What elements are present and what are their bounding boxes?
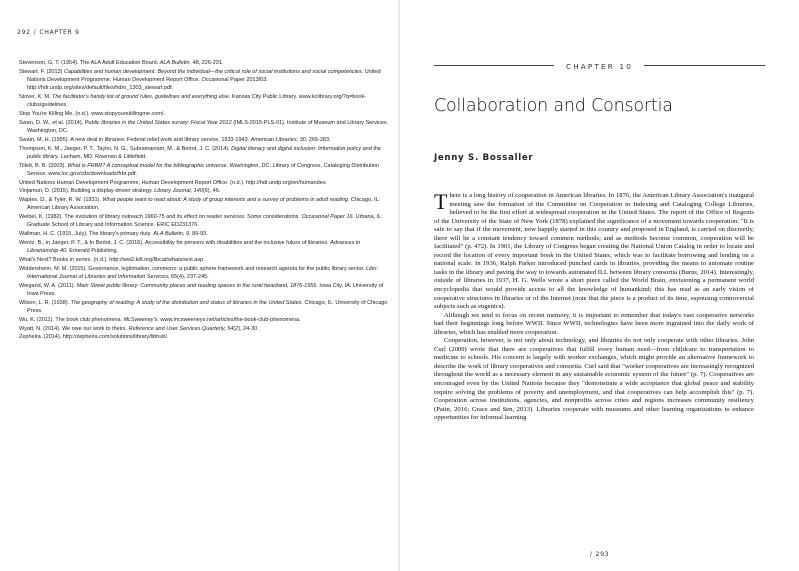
reference-pre-text: Wiegand, W. A. (2011). — [19, 282, 77, 289]
reference-pre-text: Stewart, F. (2013) — [19, 68, 64, 75]
reference-post-text: Chicago, IL: University of Chicago Press. — [27, 299, 388, 314]
reference-entry — [19, 145, 389, 161]
reference-pre-text: Wallman, H. C. (1915, July). The library's primary duty. — [19, 231, 154, 238]
left-page-number: 292 — [17, 29, 31, 36]
reference-pre-text: Vinjamuri, D. (2015). Building a display-driven strategy. — [19, 188, 155, 195]
reference-pre-text: Waples, D., & Tyler, R. W. (1931). — [19, 197, 103, 204]
reference-post-text: Urbana, IL: Graduate School of Library and Information Science. ERIC ED231376. — [27, 214, 383, 229]
reference-it-text: Advances in Librarianship 40. — [27, 239, 361, 255]
reference-entry — [19, 265, 389, 281]
reference-it-text: Occasional Paper 16. — [301, 214, 355, 221]
reference-entry — [19, 256, 389, 264]
chapter-rule-right — [644, 65, 765, 66]
reference-it-text: Main Street public library: Community places and reading spaces in the rural heartland, 1876-1956. — [76, 282, 318, 289]
reference-entry — [19, 230, 389, 238]
reference-pre-text: What's Next? Books in series. (n.d.). http://ww2.kdl.org/libcat/whatsnext.asp. — [19, 256, 205, 263]
reference-entry — [19, 213, 389, 229]
chapter-author: Jenny S. Bossaller — [434, 153, 534, 163]
chapter-label: CHAPTER 10 — [565, 62, 634, 71]
chapter-body — [434, 189, 754, 423]
reference-pre-text: United Nations Human Development Programme, Human Development Report Office. (n.d.). http://hdr.undp.org/en/humandev. — [19, 179, 327, 186]
reference-entry — [19, 333, 389, 341]
reference-pre-text: Wilson, L. R. (1938). — [19, 299, 71, 306]
reference-pre-text: Thompson, K. M., Jaeger, P. T., Taylor, N. G., Subramaniam, M., & Bertot, J. C. (2014). — [19, 145, 232, 152]
reference-entry — [19, 179, 389, 187]
reference-pre-text: Stover, K. M. — [19, 94, 53, 100]
reference-it-text: McSweeney's. — [123, 316, 159, 323]
reference-post-text: Lanham, MD: Rowman & Littlefield. — [59, 153, 147, 160]
reference-post-text: , 89-93. — [189, 231, 208, 238]
reference-post-text: 65(4), 237-245. — [169, 273, 209, 280]
reference-pre-text: Swan, D. W., et al. (2014). — [19, 119, 85, 126]
reference-pre-text: Wentz, B., in Jaeger, P. T., & In Bertot, J. C. (2015). Accessibility for persons with disabilities and the inclusive future of libraries. — [19, 239, 331, 246]
reference-pre-text: Widdersheim, M. M. (2015). Governance, legitimation, commons: a public sphere framework and research agenda for the public library sector. — [19, 265, 366, 272]
body-paragraph-1 — [434, 189, 754, 312]
folio-separator: / — [589, 551, 593, 558]
reference-it-text: Public libraries in the United States survey: Fiscal Year 2012 — [84, 119, 232, 126]
reference-it-text: ALA Bulletin, 9 — [153, 231, 190, 238]
right-page-number: 293 — [595, 551, 610, 558]
reference-entry — [19, 316, 389, 324]
reference-pre-text: Swain, M. H. (1995). A new deal in libraries: Federal relief work and library service, 1933-1943. — [19, 136, 251, 143]
reference-it-text: What people want to read about: A study of group interests and a survey of problems in adult reading. — [102, 197, 350, 204]
reference-it-text: ALA Bulletin, 48 — [159, 60, 199, 66]
reference-list — [19, 59, 389, 342]
drop-cap: T — [434, 189, 448, 214]
reference-entry — [19, 162, 389, 178]
reference-entry — [19, 119, 389, 135]
reference-it-text: Digital literacy and digital inclusion: Information policy and the public library. — [27, 145, 381, 160]
body-paragraph-2: Although we tend to focus on recent memory, it is important to remember that today's vast cooperative networks had their beginnings long before WWII. Since WWII, technologies have been more ingrained into the daily work of libraries, which has enabled more cooperation. — [434, 311, 754, 336]
reference-it-text: American Libraries, 30 — [250, 136, 306, 143]
reference-post-text: Iowa City, IA: University of Iowa Press. — [27, 282, 384, 297]
reference-entry — [19, 239, 389, 255]
left-page — [0, 0, 398, 571]
reference-entry — [19, 93, 389, 109]
body-paragraph-3: Cooperation, however, is not only about technology, and libraries do not only cooperate with other libraries. John Curl (2009) wrote that there are cooperatives that fulfill every human need—from childcare to transportation to medicine to schools. His concern is largely with worker exchanges, which might provide an alternative framework to describe the work of library cooperatives and consortia. Curl said that "worker cooperatives are increasingly recognized throughout the world as a necessary element in any sustainable economic system of the future" (p. 7). Cooperatives are encouraged even by the United Nations because they "demonstrate a wide acceptance that global peace and stability require solving the problems of poverty and unemployment, and that cooperatives can help accomplish this" (p. 7). Cooperation across institutions, agencies, and nonprofits across cities and regions increases community resiliency (Patin, 2016; Grace and Sen, 2013). Libraries cooperate with museums and other learning organizations to enhance opportunities for informal learning — [434, 337, 754, 422]
reference-post-text: (2), 24-30. — [233, 325, 259, 332]
folio — [400, 551, 799, 558]
reference-post-text: , 265-283. — [305, 136, 331, 143]
reference-pre-text: Stevenson, G. T. (1954). The ALA Adult Education Board. — [19, 60, 160, 66]
reference-it-text: Reference and User Services Quarterly, 54 — [128, 325, 234, 332]
reference-post-text: Emerald Publishing. — [67, 248, 119, 255]
reference-entry — [19, 196, 389, 212]
reference-pre-text: Tillett, B. B. (2003). — [19, 162, 68, 169]
chapter-title: Collaboration and Consortia — [434, 96, 673, 116]
reference-entry — [19, 110, 389, 118]
body-paragraph-1-text: here is a long history of cooperation in American libraries. In 1876, the American Library Association's inaugural meeting saw the formation of the Committee on Cooperation in Indexing and Cataloging College Libraries, believed to be the first effort at widespread cooperation in the United States. The report of the Office of Regents of the University of the State of New York (1878) explained the significance of a movement towards cooperation: "It is safe to say that if the movement, now happily started in this country and proposed in England, is carried on discreetly, there will be a constant tendency toward common methods; and as methods become common, cooperation will be facilitated" (p. 472). In 1901, the Library of Congress began creating the National Union Catalog in order to locate and record the location of every important book in the United States, which was to facilitate borrowing and lending on a national scale. In 1936, Ralph Parker introduced punched cards in libraries, providing the means to automate routine tasks in the library and paving the way to towards automated ILL between library consortia (Burns, 2014). Interestingly, outside of libraries in 1937, H. G. Wells wrote a short piece called the World Brain, envisioning a permanent world encyclopedia that would provide access to all the knowledge of humankind; this has read as an early vision of cooperative structures in libraries or of the Internet (note that the piece is a product of its time, espousing controversial subjects such as eugenics). — [434, 192, 754, 311]
reference-post-text: United Nations Development Programme. Human Development Report Office. Occasional Paper 2013/03. http://hdr.undp.org/sites/default/files/hdro_1303_stewart.pdf. — [27, 68, 381, 92]
reference-post-text: , 226-231. — [198, 60, 224, 66]
reference-it-text: The facilitator's handy list of ground rules, guidelines and everything else. — [52, 94, 231, 100]
reference-entry — [19, 68, 389, 93]
reference-entry — [19, 282, 389, 298]
reference-it-text: The geography of reading: A study of the distribution and status of libraries in the United States. — [70, 299, 303, 306]
running-head-separator: / — [33, 29, 37, 36]
reference-entry — [19, 299, 389, 315]
reference-pre-text: Wyatt, N. (2014). We owe our work to theirs. — [19, 325, 129, 332]
reference-post-text: Washington, DC: Library of Congress, Cataloging Distribution Service. www.loc.gov/cds/downloads/frbr.pdf. — [27, 162, 379, 177]
reference-it-text: Library Journal, 140 — [154, 188, 203, 195]
reference-post-text: (6), 46. — [202, 188, 221, 195]
reference-post-text: Kansas City Public Library. www.kclibrary.org/?q=book-clubs/guidelines. — [27, 94, 367, 109]
running-head-chapter: CHAPTER 9 — [39, 29, 80, 36]
reference-pre-text: Wu, K. (2011). The book club phenomena. — [19, 316, 124, 323]
reference-post-text: (IMLS-2015-PLS-01). Institute of Museum and Library Services. Washington, DC. — [27, 119, 389, 134]
reference-it-text: Capabilities and human development: Beyond the individual—the critical role of social institutions and social competencies. — [63, 68, 364, 75]
reference-post-text: www.mcsweeneys.net/articles/the-book-club-phenomena. — [158, 316, 301, 323]
reference-it-text: Libri: International Journal of Libraries and Information Services, — [27, 265, 378, 280]
reference-post-text: Chicago, IL: American Library Association. — [27, 197, 381, 212]
reference-pre-text: Zepheira. (2014). http://zepheira.com/solutions/library/libhub/. — [19, 334, 169, 341]
reference-entry — [19, 59, 389, 67]
reference-pre-text: Stop You're Killing Me. (n.d.). www.stopyourekillingme.com/. — [19, 111, 165, 117]
running-head — [17, 29, 80, 36]
reference-entry — [19, 136, 389, 144]
reference-entry — [19, 187, 389, 195]
reference-entry — [19, 325, 389, 333]
reference-pre-text: Weibel, K. (1982). The evolution of library outreach 1960-75 and its effect on reader services: Some considerations. — [19, 214, 302, 221]
reference-it-text: What is FRBR? A conceptual model for the bibliographic universe. — [67, 162, 229, 169]
right-page — [400, 0, 799, 571]
